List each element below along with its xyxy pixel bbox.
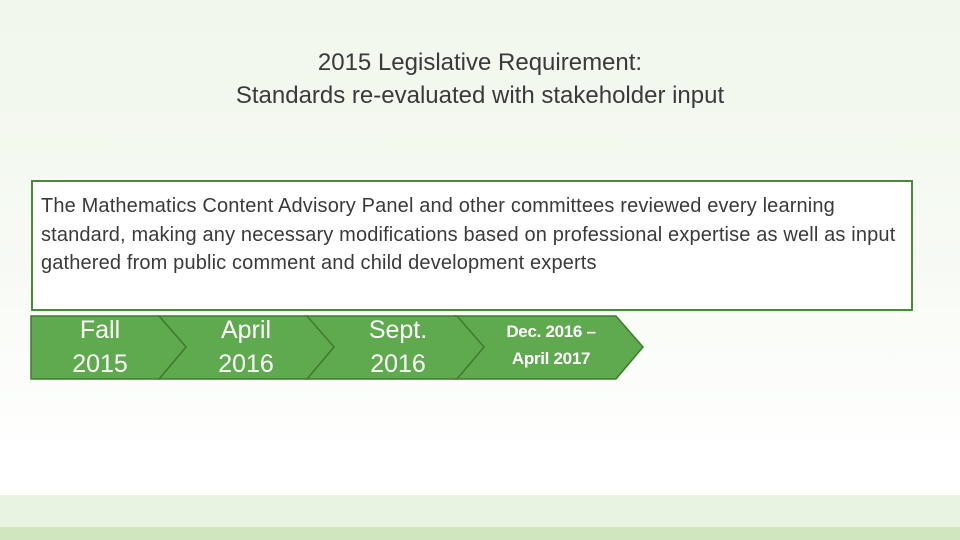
timeline-step-3-line-2: 2016 (370, 350, 426, 378)
title-line-2: Standards re-evaluated with stakeholder input (235, 82, 725, 109)
timeline-step-1 (40, 313, 160, 381)
timeline-step-2-line-1: April (220, 316, 271, 344)
description-text: The Mathematics Content Advisory Panel and other committees reviewed every learning standard, making any necessary modifications based on professional expertise as well as input gathered from public comment and child development experts (41, 195, 896, 274)
timeline-step-3 (338, 313, 458, 381)
timeline-step-4-line-2: April 2017 (511, 349, 591, 368)
timeline-step-4-line-1: Dec. 2016 – (506, 322, 596, 341)
timeline-step-2 (186, 313, 306, 381)
timeline-step-1-line-2: 2015 (72, 350, 128, 378)
footer-band-light (0, 495, 960, 527)
title-line-1: 2015 Legislative Requirement: (317, 49, 643, 76)
timeline-step-1-line-1: Fall (79, 316, 121, 344)
timeline-step-3-line-1: Sept. (368, 316, 428, 344)
timeline-step-2-line-2: 2016 (218, 350, 274, 378)
description-box (31, 180, 913, 311)
timeline-step-4 (486, 318, 616, 372)
footer-band (0, 527, 960, 540)
